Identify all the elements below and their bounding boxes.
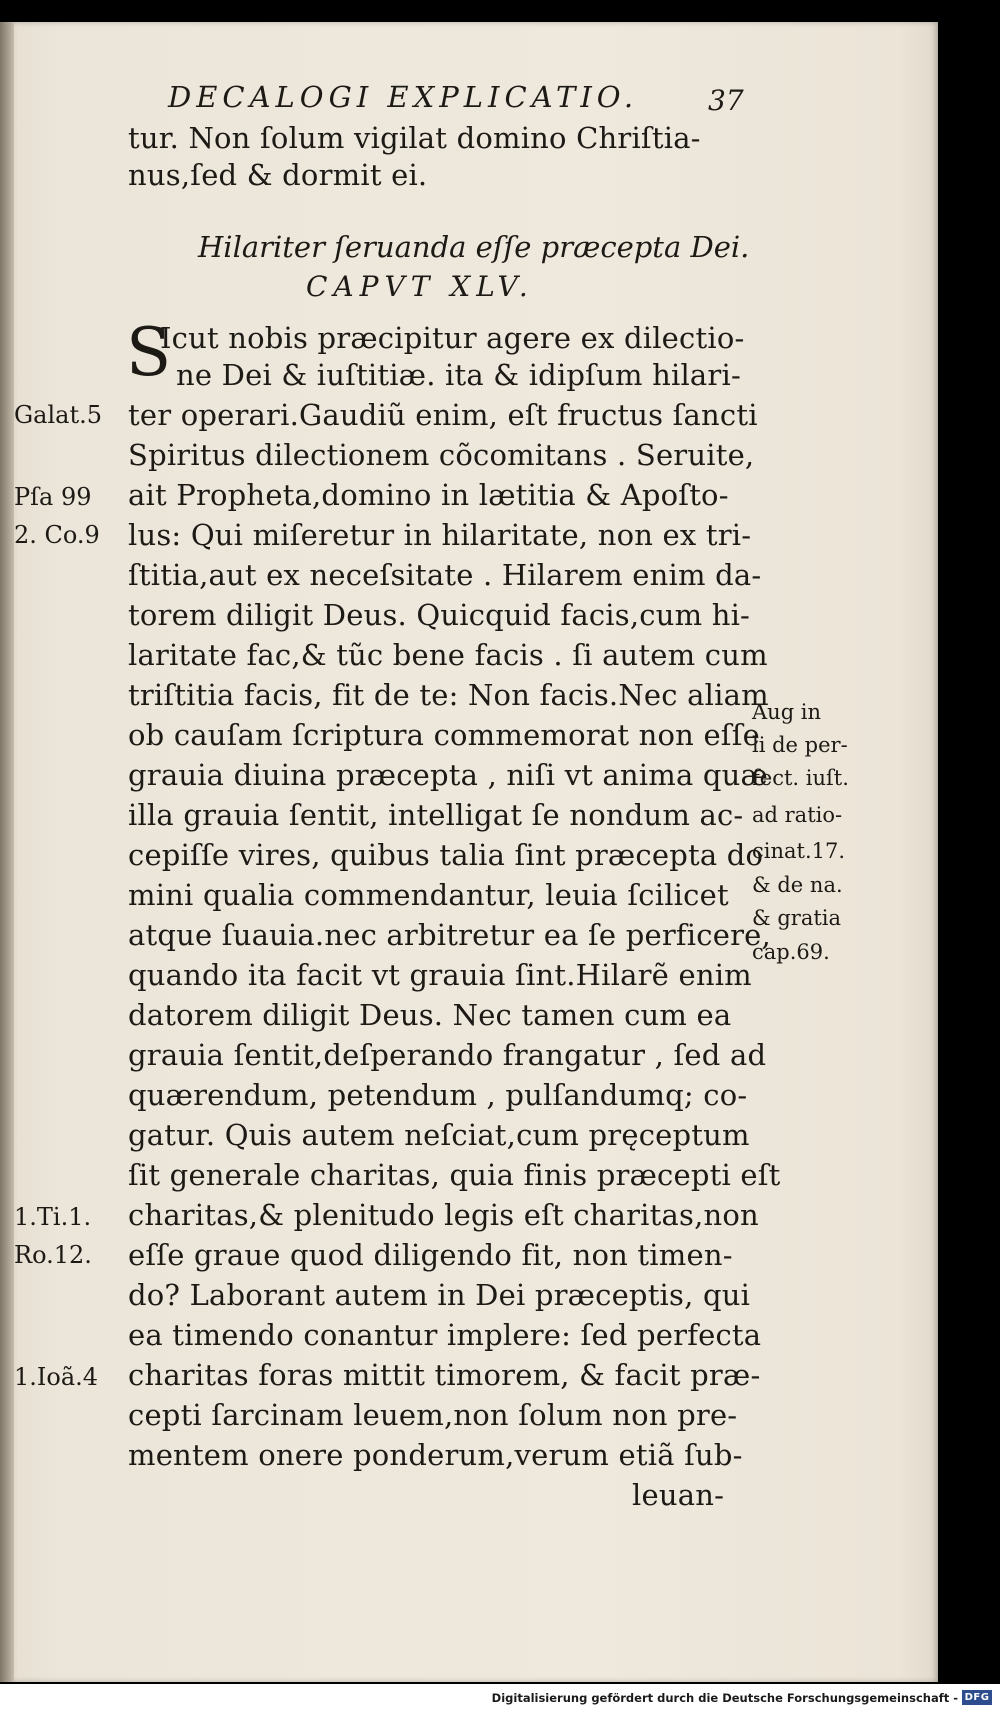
- text-line: triſtitia facis, fit de te: Non facis.Nec aliam: [128, 678, 769, 712]
- margin-note-right: fect. iuſt.: [752, 766, 849, 790]
- text-line: laritate fac,& tũc bene facis . ſi autem cum: [128, 638, 768, 672]
- drop-cap-initial: S: [126, 314, 172, 391]
- text-line: ne Dei & iuſtitiæ. ita & idipſum hilari-: [176, 358, 741, 392]
- margin-note-left: 1.Ti.1.: [14, 1203, 92, 1231]
- text-line: Icut nobis præcipitur agere ex dilectio-: [160, 321, 745, 355]
- text-line: mini qualia commendantur, leuia ſcilicet: [128, 878, 729, 912]
- chapter-title: Hilariter ſeruanda eſſe præcepta Dei.: [198, 230, 750, 264]
- text-line: atque ſuauia.nec arbitretur ea ſe perficere,: [128, 918, 771, 952]
- text-line: grauia ſentit,deſperando frangatur , ſed ad: [128, 1038, 767, 1072]
- dfg-logo: DFG: [962, 1690, 992, 1705]
- text-line: Spiritus dilectionem cõcomitans . Seruite,: [128, 438, 755, 472]
- digitization-credit: Digitalisierung gefördert durch die Deutsche Forschungsgemeinschaft -: [491, 1691, 958, 1705]
- text-line: eſſe graue quod diligendo fit, non timen-: [128, 1238, 733, 1272]
- text-line: cepiſſe vires, quibus talia ſint præcepta do: [128, 838, 764, 872]
- running-head: DECALOGI EXPLICATIO.: [168, 80, 639, 114]
- catchword: leuan-: [632, 1478, 725, 1512]
- text-line: nus,ſed & dormit ei.: [128, 158, 428, 192]
- margin-note-right: ad ratio-: [752, 803, 843, 827]
- text-line: do? Laborant autem in Dei præceptis, qui: [128, 1278, 751, 1312]
- text-line: gatur. Quis autem neſciat,cum pręceptum: [128, 1118, 750, 1152]
- margin-note-left: 1.Ioã.4: [14, 1363, 99, 1391]
- margin-note-left: Pſa 99: [14, 483, 92, 511]
- margin-note-right: Aug in: [752, 700, 822, 724]
- text-line: tur. Non ſolum vigilat domino Chriſtia-: [128, 121, 701, 155]
- margin-note-left: 2. Co.9: [14, 521, 100, 549]
- margin-note-right: li de per-: [752, 733, 848, 757]
- margin-note-right: cinat.17.: [752, 839, 846, 863]
- text-line: ter operari.Gaudiũ enim, eſt fructus ſancti: [128, 398, 758, 432]
- text-line: grauia diuina præcepta , niſi vt anima quæ: [128, 758, 768, 792]
- page-gutter-shadow: [0, 22, 14, 1682]
- text-line: lus: Qui miſeretur in hilaritate, non ex tri-: [128, 518, 752, 552]
- text-line: ait Propheta,domino in lætitia & Apoſto-: [128, 478, 729, 512]
- text-line: quærendum, petendum , pulſandumq; co-: [128, 1078, 748, 1112]
- margin-note-right: & gratia: [752, 906, 842, 930]
- text-line: datorem diligit Deus. Nec tamen cum ea: [128, 998, 732, 1032]
- text-line: charitas,& plenitudo legis eſt charitas,non: [128, 1198, 759, 1232]
- text-line: mentem onere ponderum,verum etiã ſub-: [128, 1438, 743, 1472]
- page-number: 37: [708, 84, 744, 117]
- text-line: quando ita facit vt grauia ſint.Hilarẽ enim: [128, 958, 752, 992]
- text-line: illa grauia ſentit, intelligat ſe nondum ac-: [128, 798, 744, 832]
- text-line: ob cauſam ſcriptura commemorat non eſſe: [128, 718, 761, 752]
- text-line: torem diligit Deus. Quicquid facis,cum hi-: [128, 598, 751, 632]
- margin-note-right: & de na.: [752, 873, 843, 897]
- text-line: ea timendo conantur implere: ſed perfecta: [128, 1318, 762, 1352]
- text-line: ſit generale charitas, quia finis præcepti eſt: [128, 1158, 781, 1192]
- margin-note-left: Galat.5: [14, 401, 103, 429]
- text-line: ſtitia,aut ex neceſsitate . Hilarem enim da-: [128, 558, 762, 592]
- text-line: charitas foras mittit timorem, & facit præ-: [128, 1358, 761, 1392]
- margin-note-left: Ro.12.: [14, 1241, 92, 1269]
- text-line: cepti ſarcinam leuem,non ſolum non pre-: [128, 1398, 738, 1432]
- margin-note-right: cap.69.: [752, 940, 830, 964]
- chapter-number: CAPVT XLV.: [306, 270, 534, 303]
- footer-bar: [0, 1684, 1000, 1712]
